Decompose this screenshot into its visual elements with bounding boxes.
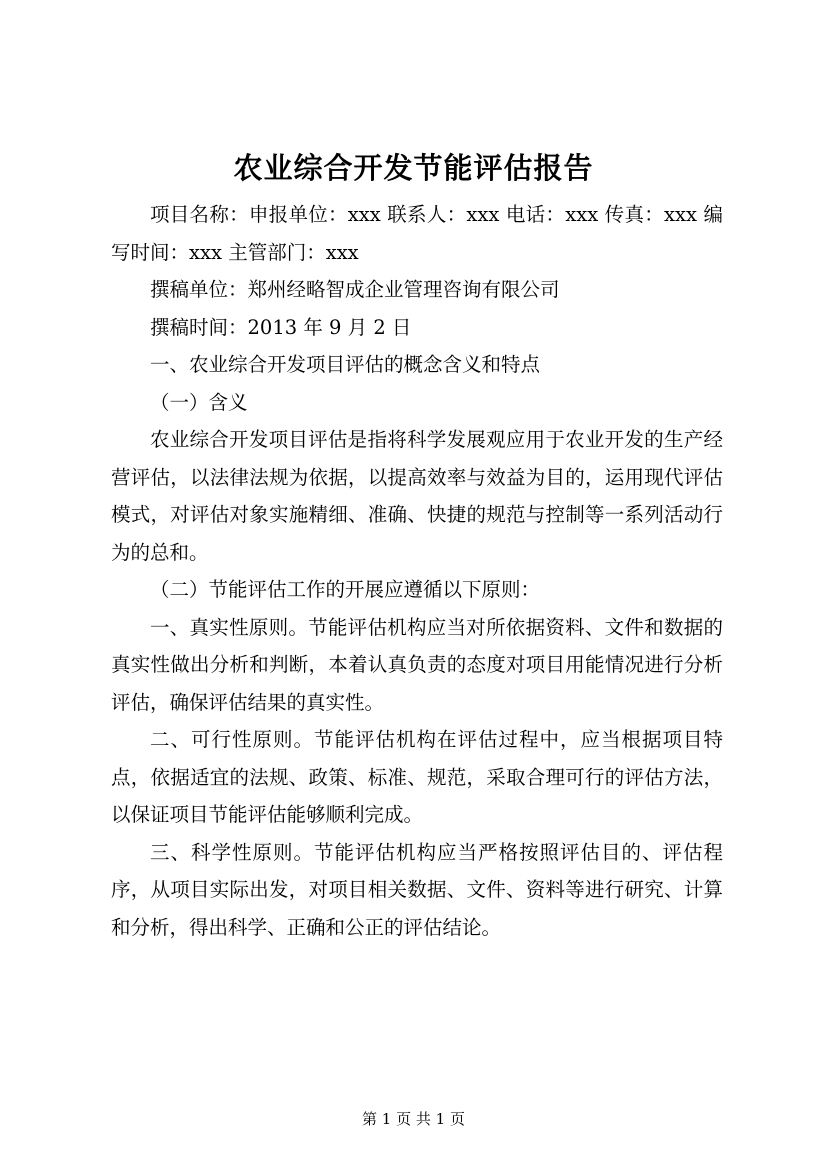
author-unit-paragraph: 撰稿单位：郑州经略智成企业管理咨询有限公司 [150,278,560,301]
subsection-heading-principles: （二）节能评估工作的开展应遵循以下原则： [150,578,541,601]
section-heading-1: 一、农业综合开发项目评估的概念含义和特点 [150,353,541,376]
document-body [111,196,723,946]
project-info-paragraph: 项目名称：申报单位：xxx 联系人：xxx 电话：xxx 传真：xxx 编写时间：xxx 主管部门：xxx [111,203,723,264]
meaning-paragraph: 农业综合开发项目评估是指将科学发展观应用于农业开发的生产经营评估，以法律法规为依据，以提高效率与效益为目的，运用现代评估模式，对评估对象实施精细、准确、快捷的规范与控制等一系列活动行为的总和。 [111,428,723,564]
subsection-heading-meaning: （一）含义 [150,390,248,414]
page-footer: 第 1 页 共 1 页 [362,1110,465,1128]
principle-feasibility-paragraph: 二、可行性原则。节能评估机构在评估过程中，应当根据项目特点，依据适宜的法规、政策、标准、规范，采取合理可行的评估方法，以保证项目节能评估能够顺利完成。 [111,728,723,826]
principle-truthfulness-paragraph: 一、真实性原则。节能评估机构应当对所依据资料、文件和数据的真实性做出分析和判断，本着认真负责的态度对项目用能情况进行分析评估，确保评估结果的真实性。 [111,615,723,714]
document-title: 农业综合开发节能评估报告 [233,151,594,185]
principle-scientific-paragraph: 三、科学性原则。节能评估机构应当严格按照评估目的、评估程序，从项目实际出发，对项目相关数据、文件、资料等进行研究、计算和分析，得出科学、正确和公正的评估结论。 [111,840,723,939]
author-date-paragraph: 撰稿时间：2013 年 9 月 2 日 [150,315,412,339]
